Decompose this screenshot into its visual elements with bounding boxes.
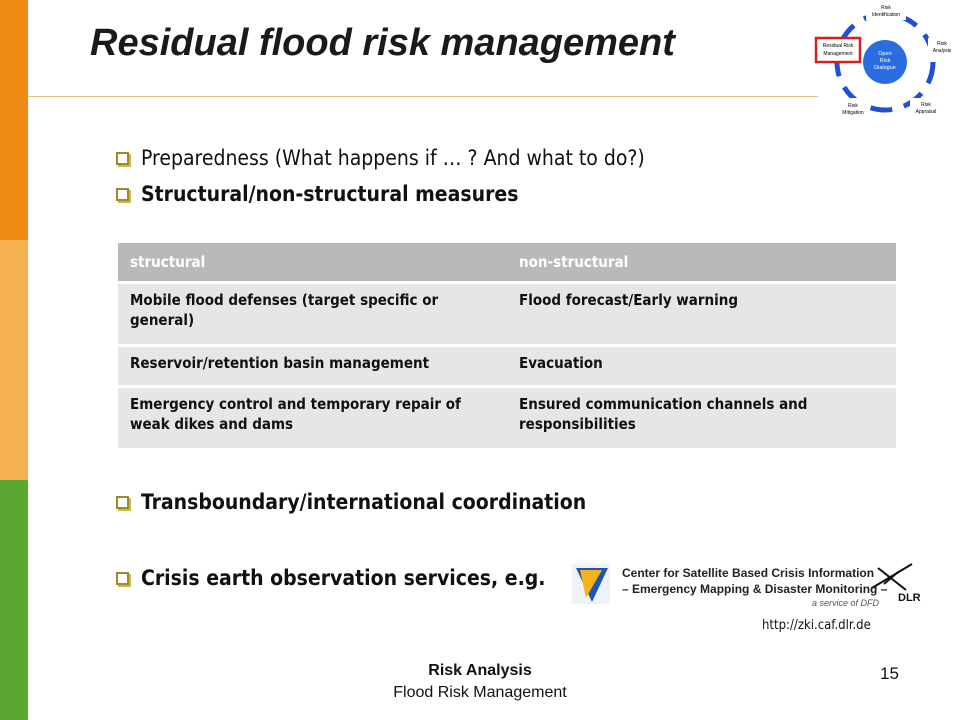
bullet-preparedness: Preparedness (What happens if … ? And what to do?) [116,146,645,170]
title-divider [28,96,818,97]
table-cell: Reservoir/retention basin management [118,347,507,385]
svg-text:Risk: Risk [921,102,931,108]
svg-text:Residual Risk: Residual Risk [822,43,854,49]
bullet-transboundary: Transboundary/international coordination [116,490,586,514]
svg-text:Risk: Risk [881,5,891,11]
zki-url-link[interactable]: http://zki.caf.dlr.de [762,618,871,633]
side-bar-light-orange [0,240,28,480]
bullet-box-icon [116,152,129,165]
table-row [118,284,896,344]
table-cell: Mobile flood defenses (target specific or general) [118,284,507,344]
table-header-row [118,243,896,281]
svg-text:Risk: Risk [937,41,947,47]
side-bar-orange [0,0,28,240]
dlr-label: DLR [898,592,921,604]
table-cell: Ensured communication channels and responsibilities [507,388,896,448]
svg-text:Identification: Identification [871,12,901,18]
svg-text:Mitigation: Mitigation [842,110,864,116]
logo-line-1: Center for Satellite Based Crisis Information [622,566,875,580]
bullet-box-icon [116,496,129,509]
header-structural: structural [118,243,507,281]
bullet-box-icon [116,572,129,585]
table-row [118,347,896,385]
svg-text:Analysis: Analysis [932,48,952,54]
table-cell: Evacuation [507,347,896,385]
table-row [118,388,896,448]
logo-line-2: – Emergency Mapping & Disaster Monitoring – [622,582,888,596]
bullet-measures: Structural/non-structural measures [116,182,518,206]
footer-subtitle: Flood Risk Management [393,684,567,701]
bullet-crisis-services: Crisis earth observation services, e.g. [116,566,546,590]
measures-table [118,240,896,451]
svg-text:Risk: Risk [848,103,858,109]
slide-title: Residual flood risk management [90,22,675,64]
logo-line-3: a service of DFD [812,598,880,608]
risk-cycle-diagram [810,0,960,130]
svg-text:Management: Management [823,51,853,57]
svg-text:Appraisal: Appraisal [915,109,937,115]
svg-text:Dialogue: Dialogue [874,65,896,71]
svg-text:Risk: Risk [879,58,891,64]
footer-title: Risk Analysis [428,662,532,679]
bullet-box-icon [116,188,129,201]
page-number: 15 [880,664,899,683]
header-non-structural: non-structural [507,243,896,281]
highlight-box [816,38,860,62]
table-cell: Flood forecast/Early warning [507,284,896,344]
svg-text:Open: Open [878,51,892,57]
table-cell: Emergency control and temporary repair of weak dikes and dams [118,388,507,448]
